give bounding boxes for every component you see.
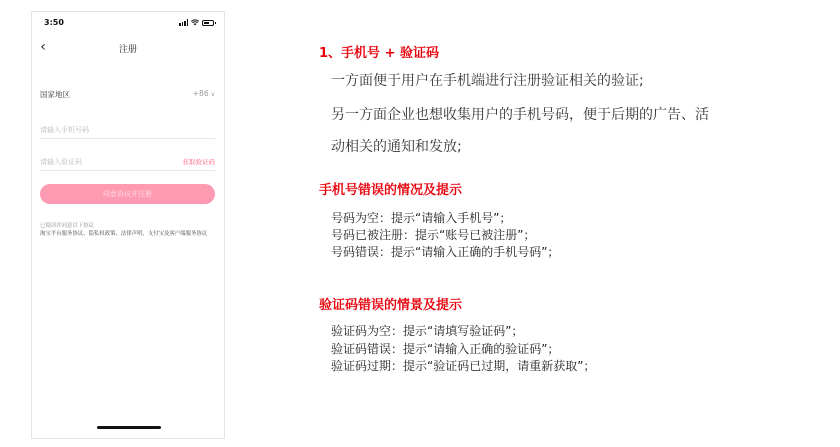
chevron-down-icon: ∨ [210, 91, 215, 98]
agreement-links[interactable]: 淘宝平台服务协议、隐私权政策、法律声明、支付宝及客户端服务协议 [40, 231, 208, 237]
heading-code-errors: 验证码错误的情景及提示 [319, 298, 463, 313]
region-code[interactable] [193, 89, 215, 98]
status-bar [44, 18, 214, 30]
phone-error-item: 号码已被注册：提示“账号已被注册”； [331, 228, 536, 242]
battery-icon [202, 20, 214, 26]
code-input[interactable] [40, 154, 215, 171]
signal-icon [179, 19, 188, 26]
phone-error-item: 号码为空：提示“请输入手机号”； [331, 211, 512, 225]
note-paragraph: 一方面便于用户在手机端进行注册验证相关的验证; [331, 73, 644, 89]
code-error-item: 验证码过期：提示“验证码已过期，请重新获取”； [331, 359, 596, 373]
note-paragraph: 动相关的通知和发放; [331, 139, 462, 155]
heading-phone-code: 1、手机号 + 验证码 [319, 46, 439, 61]
region-selector[interactable] [40, 89, 215, 103]
heading-phone-errors: 手机号错误的情况及提示 [319, 183, 463, 198]
register-button[interactable]: 同意协议并注册 [40, 184, 215, 204]
status-time: 3:50 [44, 18, 64, 27]
wifi-icon [191, 19, 199, 26]
code-placeholder: 请输入验证码 [40, 158, 82, 166]
home-indicator [97, 426, 161, 429]
note-paragraph: 另一方面企业也想收集用户的手机号码，便于后期的广告、活 [331, 107, 709, 123]
phone-mockup [31, 11, 225, 439]
phone-error-item: 号码错误：提示“请输入正确的手机号码”； [331, 245, 560, 259]
status-icons [179, 19, 214, 26]
get-code-button[interactable]: 获取验证码 [182, 158, 215, 166]
nav-bar [32, 38, 224, 58]
agreement-intro: 已阅读并同意以下协议 [40, 223, 94, 229]
region-label: 国家地区 [40, 90, 70, 99]
phone-input[interactable] [40, 122, 215, 139]
code-error-item: 验证码为空：提示“请填写验证码”； [331, 324, 524, 338]
code-error-item: 验证码错误：提示“请输入正确的验证码”； [331, 342, 560, 356]
phone-placeholder: 请输入手机号码 [40, 126, 89, 134]
agreement-text [40, 222, 218, 238]
chevron-left-icon[interactable]: ‹ [40, 39, 46, 55]
page-title: 注册 [118, 45, 137, 55]
region-code-value: +86 [192, 89, 209, 98]
